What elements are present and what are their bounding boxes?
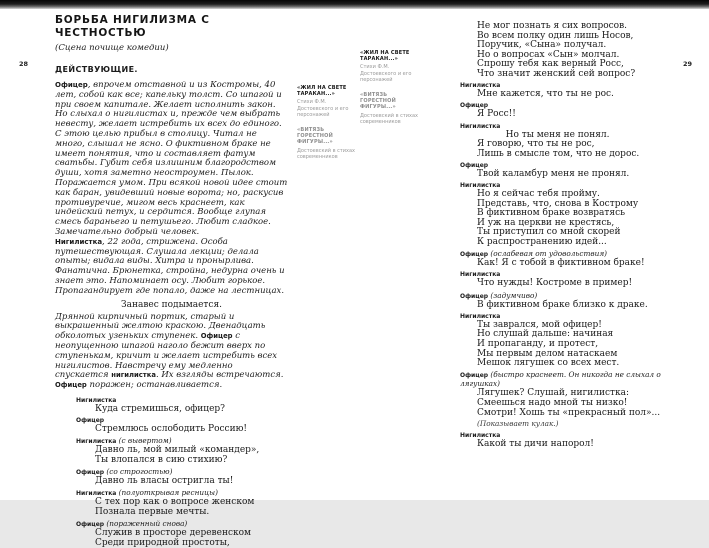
speaker-name: Офицер bbox=[460, 372, 489, 380]
verse-line: Ты влопался в сию стихию? bbox=[95, 454, 228, 465]
gutter-note-title: «ВИТЯЗЬ ГОРЕСТНОЙ ФИГУРЫ...» bbox=[360, 92, 397, 111]
verse-line: Давно ль, мой милый «командер», bbox=[95, 445, 260, 456]
speaker-name: Нигилистка bbox=[460, 182, 501, 190]
curtain-line: Занавес подымается. bbox=[120, 299, 222, 310]
stage-parenthetical: (пораженный снова) bbox=[104, 519, 188, 529]
dialogue-left bbox=[55, 397, 288, 548]
gutter-note-title: «ВИТЯЗЬ ГОРЕСТНОЙ ФИГУРЫ...» bbox=[297, 127, 334, 146]
speaker-name: Офицер bbox=[76, 521, 105, 529]
gutter-note bbox=[360, 92, 418, 125]
scene-subtitle: (Сцена почище комедии) bbox=[55, 43, 169, 53]
verse-line: Но я сейчас тебя пройму. bbox=[477, 189, 600, 200]
speaker-name: Нигилистка bbox=[76, 490, 117, 498]
verse-line: Ты заврался, мой офицер! bbox=[477, 319, 602, 330]
verse-line: К распространению идей... bbox=[477, 237, 607, 248]
character-description: , впрочем отставной и из Костромы, 40 лет, собой как все; капельку толст. Со шпагой и при своем капитале. Желает исполнить закон. Но слыхал о нигилистах и, прежде чем выбрать невесту, желает истребить их всех до единого. С этою целью прибыл в столицу. Читал не много, слышал не ясно. О фиктивном браке не имеет понятия, что и составляет фатум сватьбы. Губит себя излишним благородством души, хотя заметно неостроумен. Пылок. Поражается умом. При всякой новой идее стоит как баран, увидевший новые ворота; но, раскусив противуречие, мигом весь краснеет, как индейский петух, и сердится. Вообще глупая смесь бараньего и петушьего. Любит сладкое. Замечательно добрый человек. bbox=[55, 80, 288, 237]
scene-title: БОРЬБА НИГИЛИЗМА С ЧЕСТНОСТЬЮ bbox=[55, 14, 210, 39]
verse-line: И уж на церкви не крестясь, bbox=[477, 217, 615, 228]
verse-line: Ты приступил со мной скорей bbox=[477, 227, 621, 238]
verse-line: Среди природной простоты, bbox=[95, 537, 230, 548]
speaker-name: Офицер bbox=[76, 469, 105, 477]
page-left-content bbox=[55, 14, 288, 548]
stage-parenthetical: (ослабевая от удовольствия) bbox=[488, 249, 608, 259]
verse-line: Что значит женский сей вопрос? bbox=[477, 68, 636, 79]
character-name: Офицер bbox=[55, 381, 87, 390]
stage-direction-text: . Их взгляды встречаются. bbox=[155, 370, 284, 381]
speaker-label bbox=[460, 371, 692, 389]
gutter-note bbox=[360, 50, 418, 83]
window-top-edge bbox=[0, 0, 709, 9]
gutter-notes-left bbox=[297, 85, 355, 169]
speaker-name: Офицер bbox=[460, 161, 489, 169]
speaker-name: Нигилистка bbox=[76, 396, 117, 404]
verse-line: Мы первым делом натаскаем bbox=[477, 348, 618, 359]
speaker-name: Нигилистка bbox=[460, 431, 501, 439]
verse-line: В фиктивном браке возвратясь bbox=[477, 208, 626, 219]
gutter-note-subtitle: Достоевский в стихах современников bbox=[297, 147, 355, 160]
gutter-notes-right bbox=[360, 50, 418, 134]
verse-line: В фиктивном браке близко к драке. bbox=[477, 299, 648, 310]
verse-line: Во всем полку один лишь Носов, bbox=[477, 30, 634, 41]
dialogue-right bbox=[460, 22, 692, 449]
verse-line: Смотри! Хошь ты «прекрасный пол»... bbox=[477, 407, 661, 418]
verse-line: Как! Я с тобой в фиктивном браке! bbox=[477, 258, 645, 269]
stage-direction-text: Дрянной кирпичный портик, старый и выкрашенный желтою краскою. Двенадцать обколотых узеньких ступенек. bbox=[55, 311, 266, 342]
verse-line: Служив в просторе деревенском bbox=[95, 528, 252, 539]
verse-line: Не мог познать я сих вопросов. bbox=[477, 21, 628, 31]
verse-line: И пропаганду, и протест, bbox=[477, 339, 599, 349]
cast-entry bbox=[55, 81, 288, 238]
character-name: Офицер bbox=[55, 81, 88, 89]
cast-entry bbox=[55, 238, 288, 297]
stage-parenthetical: (задумчиво) bbox=[488, 290, 538, 300]
character-name: нигилистка bbox=[111, 371, 156, 380]
cast-heading: ДЕЙСТВУЮЩИЕ. bbox=[55, 65, 138, 74]
gutter-note-subtitle: Стихи Ф.М. Достоевского и его персонажей bbox=[297, 99, 349, 118]
verse-line: Лишь в смысле том, что не дорос. bbox=[477, 148, 640, 159]
stage-parenthetical: (быстро краснеет. Он никогда не слыхал о лягушках) bbox=[460, 370, 661, 389]
gutter-note bbox=[297, 85, 355, 118]
speaker-name: Офицер bbox=[460, 251, 489, 259]
verse-line: С тех пор как о вопросе женском bbox=[95, 497, 255, 508]
character-name: Офицер bbox=[200, 332, 233, 341]
verse-line: Мешок лягушек со всех мест. bbox=[477, 358, 620, 369]
gutter-note-subtitle: Достоевский в стихах современников bbox=[360, 112, 418, 125]
gutter-note bbox=[297, 127, 355, 160]
verse-line: Представь, что, снова в Кострому bbox=[477, 198, 639, 209]
character-description: , 22 года, стрижена. Особа путешествующая. Слушала лекции; делала опыты; видала виды. Хитра и пронырлива. Фанатична. Брюнетка, стройна, недурна очень и знает это. Напоминает осу. Любит горькое. Пропагандирует где попало, даже на лестницах. bbox=[55, 236, 285, 296]
verse-line: Мне кажется, что ты не рос. bbox=[477, 89, 614, 100]
verse-line: Какой ты дичи напорол! bbox=[477, 438, 594, 449]
verse-line: Поручик, «Сына» получал. bbox=[477, 40, 607, 51]
verse-line: Смеешься надо мной ты низко! bbox=[477, 397, 628, 408]
verse-line: Лягушек? Слушай, нигилистка: bbox=[477, 388, 630, 399]
verse-line: Что нужды! Костроме в пример! bbox=[477, 278, 633, 289]
verse-line: Спрошу тебя как верный Росс, bbox=[477, 59, 624, 70]
verse-line: Но о вопросах «Сын» молчал. bbox=[477, 49, 620, 60]
verse-line: Куда стремишься, офицер? bbox=[95, 403, 226, 414]
stage-note: (Показывает кулак.) bbox=[477, 419, 559, 429]
gutter-note-subtitle: Стихи Ф.М. Достоевского и его персонажей bbox=[360, 64, 412, 83]
cast-list bbox=[55, 81, 288, 297]
verse-line: Твой каламбур меня не пронял. bbox=[477, 168, 630, 179]
speaker-name: Нигилистка bbox=[460, 271, 501, 279]
verse-line: Стремлюсь ослободить Россию! bbox=[95, 424, 248, 435]
speaker-name: Офицер bbox=[76, 417, 105, 425]
gutter-note-title: «ЖИЛ НА СВЕТЕ ТАРАКАН...» bbox=[360, 50, 410, 63]
speaker-name: Нигилистка bbox=[460, 82, 501, 90]
verse-line: Я говорю, что ты не рос, bbox=[477, 139, 595, 150]
speaker-name: Нигилистка bbox=[460, 122, 501, 130]
verse-line: Познала первые мечты. bbox=[95, 506, 210, 517]
verse-line: Давно ль власы остригла ты! bbox=[95, 476, 234, 487]
stage-parenthetical: (полуоткрывая ресницы) bbox=[116, 488, 218, 498]
stage-parenthetical: (со строгостью) bbox=[104, 467, 173, 477]
speaker-name: Нигилистка bbox=[460, 312, 501, 320]
speaker-name: Нигилистка bbox=[76, 438, 117, 446]
page-number-left: 28 bbox=[19, 60, 29, 68]
character-name: Нигилистка bbox=[55, 237, 103, 246]
stage-direction-text: поражен; останавливается. bbox=[86, 380, 223, 391]
gutter-note-title: «ЖИЛ НА СВЕТЕ ТАРАКАН...» bbox=[297, 85, 347, 98]
verse-line: Но слушай дальше: начиная bbox=[477, 329, 614, 340]
speaker-name: Офицер bbox=[460, 102, 489, 110]
verse-line: Но ты меня не понял. bbox=[477, 129, 610, 140]
stage-direction-text: с неопущенною шпагой наголо бежит вверх по ступенькам, кричит и желает истребить всех нигилистов. Навстречу ему медленно спускается bbox=[55, 331, 278, 381]
speaker-name: Офицер bbox=[460, 292, 489, 300]
page-number-right: 29 bbox=[683, 60, 693, 68]
verse-line: Я Росс!! bbox=[477, 109, 516, 120]
stage-direction bbox=[55, 313, 288, 391]
stage-parenthetical: (с вывертом) bbox=[116, 436, 172, 446]
